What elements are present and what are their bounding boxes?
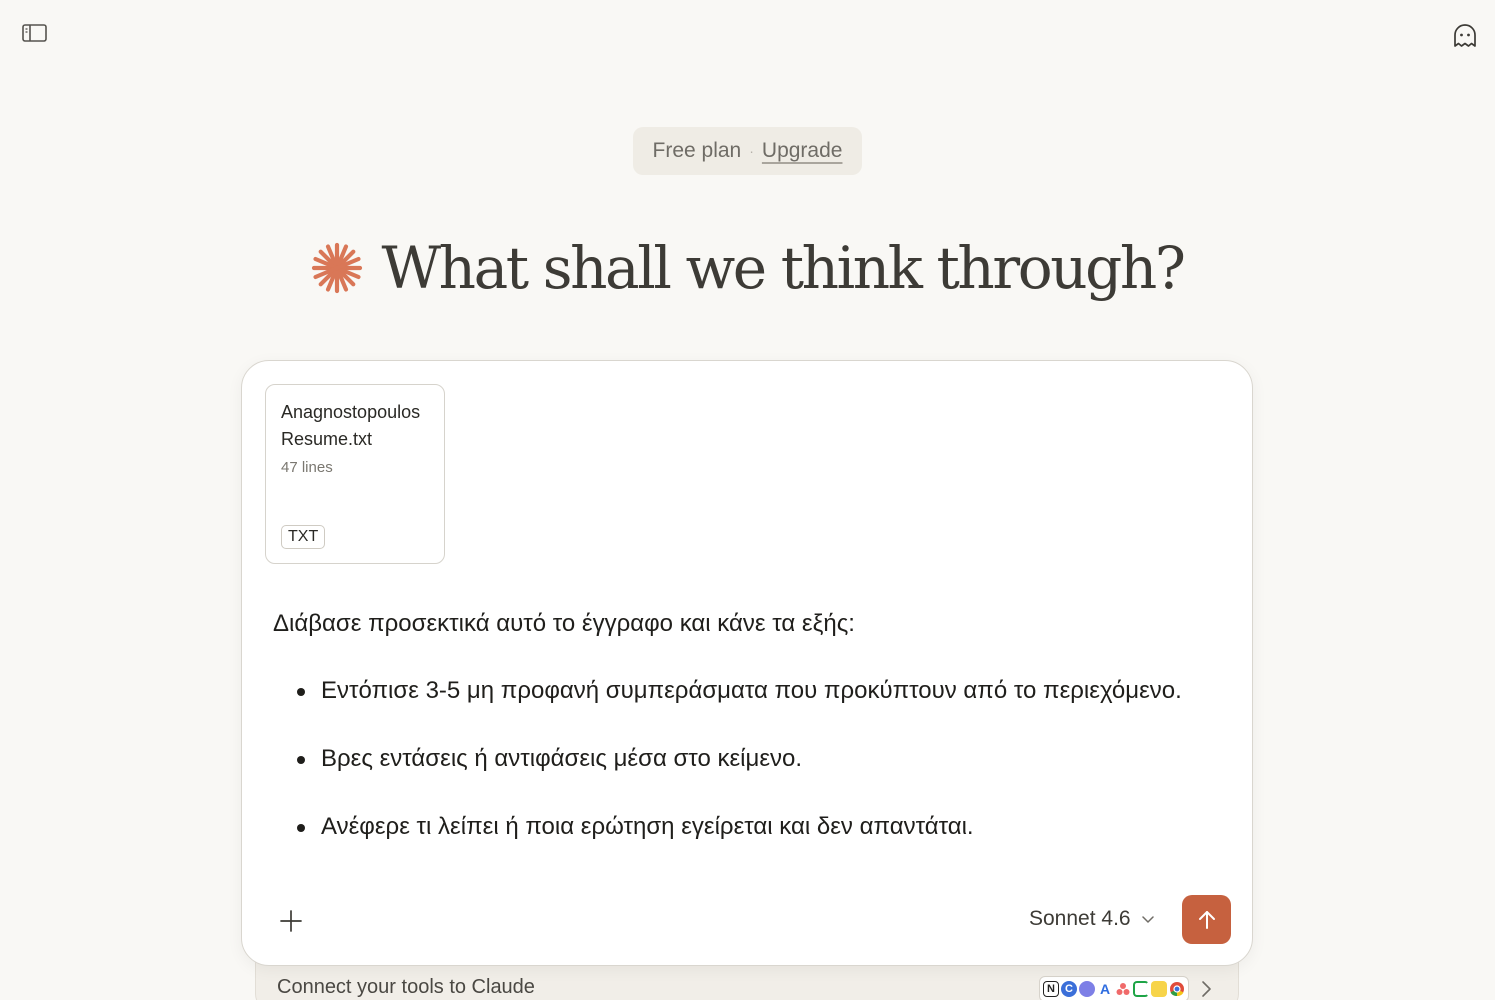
prompt-bullet: Εντόπισε 3-5 μη προφανή συμπεράσματα που προκύπτουν από το περιεχόμενο. bbox=[273, 674, 1233, 708]
notes-icon bbox=[1151, 981, 1167, 997]
chevron-right-icon[interactable] bbox=[1198, 979, 1214, 999]
ghost-icon bbox=[1452, 23, 1478, 49]
add-content-button[interactable] bbox=[276, 906, 306, 936]
notion-icon: N bbox=[1043, 981, 1059, 997]
model-selector[interactable] bbox=[1029, 901, 1155, 937]
tool-icons-strip[interactable] bbox=[1039, 976, 1189, 1000]
asana-icon: A bbox=[1099, 981, 1111, 997]
plan-label: Free plan bbox=[652, 139, 742, 162]
send-button[interactable] bbox=[1182, 895, 1231, 944]
gcal-icon bbox=[1133, 981, 1149, 997]
connect-tools-label[interactable]: Connect your tools to Claude bbox=[277, 976, 535, 998]
arrow-up-icon bbox=[1196, 909, 1218, 931]
attachment-type-badge: TXT bbox=[281, 525, 325, 549]
upgrade-link[interactable]: Upgrade bbox=[761, 139, 843, 162]
prompt-input[interactable] bbox=[273, 607, 1233, 878]
message-composer[interactable] bbox=[241, 360, 1253, 966]
chevron-down-icon bbox=[1141, 914, 1155, 924]
file-attachment-card[interactable] bbox=[265, 384, 445, 564]
prompt-intro: Διάβασε προσεκτικά αυτό το έγγραφο και κάνε τα εξής: bbox=[273, 610, 855, 637]
plan-badge bbox=[633, 127, 862, 175]
sidebar-toggle-button[interactable] bbox=[22, 22, 48, 44]
prompt-bullet: Βρες εντάσεις ή αντιφάσεις μέσα στο κείμενο. bbox=[273, 742, 1233, 776]
prompt-bullet-list bbox=[273, 674, 1233, 844]
sidebar-panel-icon bbox=[22, 23, 48, 43]
chrome-icon bbox=[1169, 981, 1185, 997]
hero-heading bbox=[0, 228, 1495, 308]
plan-separator: · bbox=[749, 143, 754, 159]
page-title: What shall we think through? bbox=[381, 234, 1184, 302]
claude-spark-icon bbox=[311, 242, 363, 294]
figma-icon bbox=[1115, 981, 1131, 997]
incognito-button[interactable] bbox=[1451, 22, 1479, 50]
plus-icon bbox=[279, 909, 303, 933]
model-label: Sonnet 4.6 bbox=[1029, 907, 1131, 930]
attachment-file-name: AnagnostopoulosResume.txt bbox=[281, 402, 421, 449]
prompt-bullet: Ανέφερε τι λείπει ή ποια ερώτηση εγείρεται και δεν απαντάται. bbox=[273, 810, 1233, 844]
attachment-line-count: 47 lines bbox=[281, 459, 333, 476]
claude-icon: C bbox=[1061, 981, 1077, 997]
linear-icon bbox=[1079, 981, 1095, 997]
